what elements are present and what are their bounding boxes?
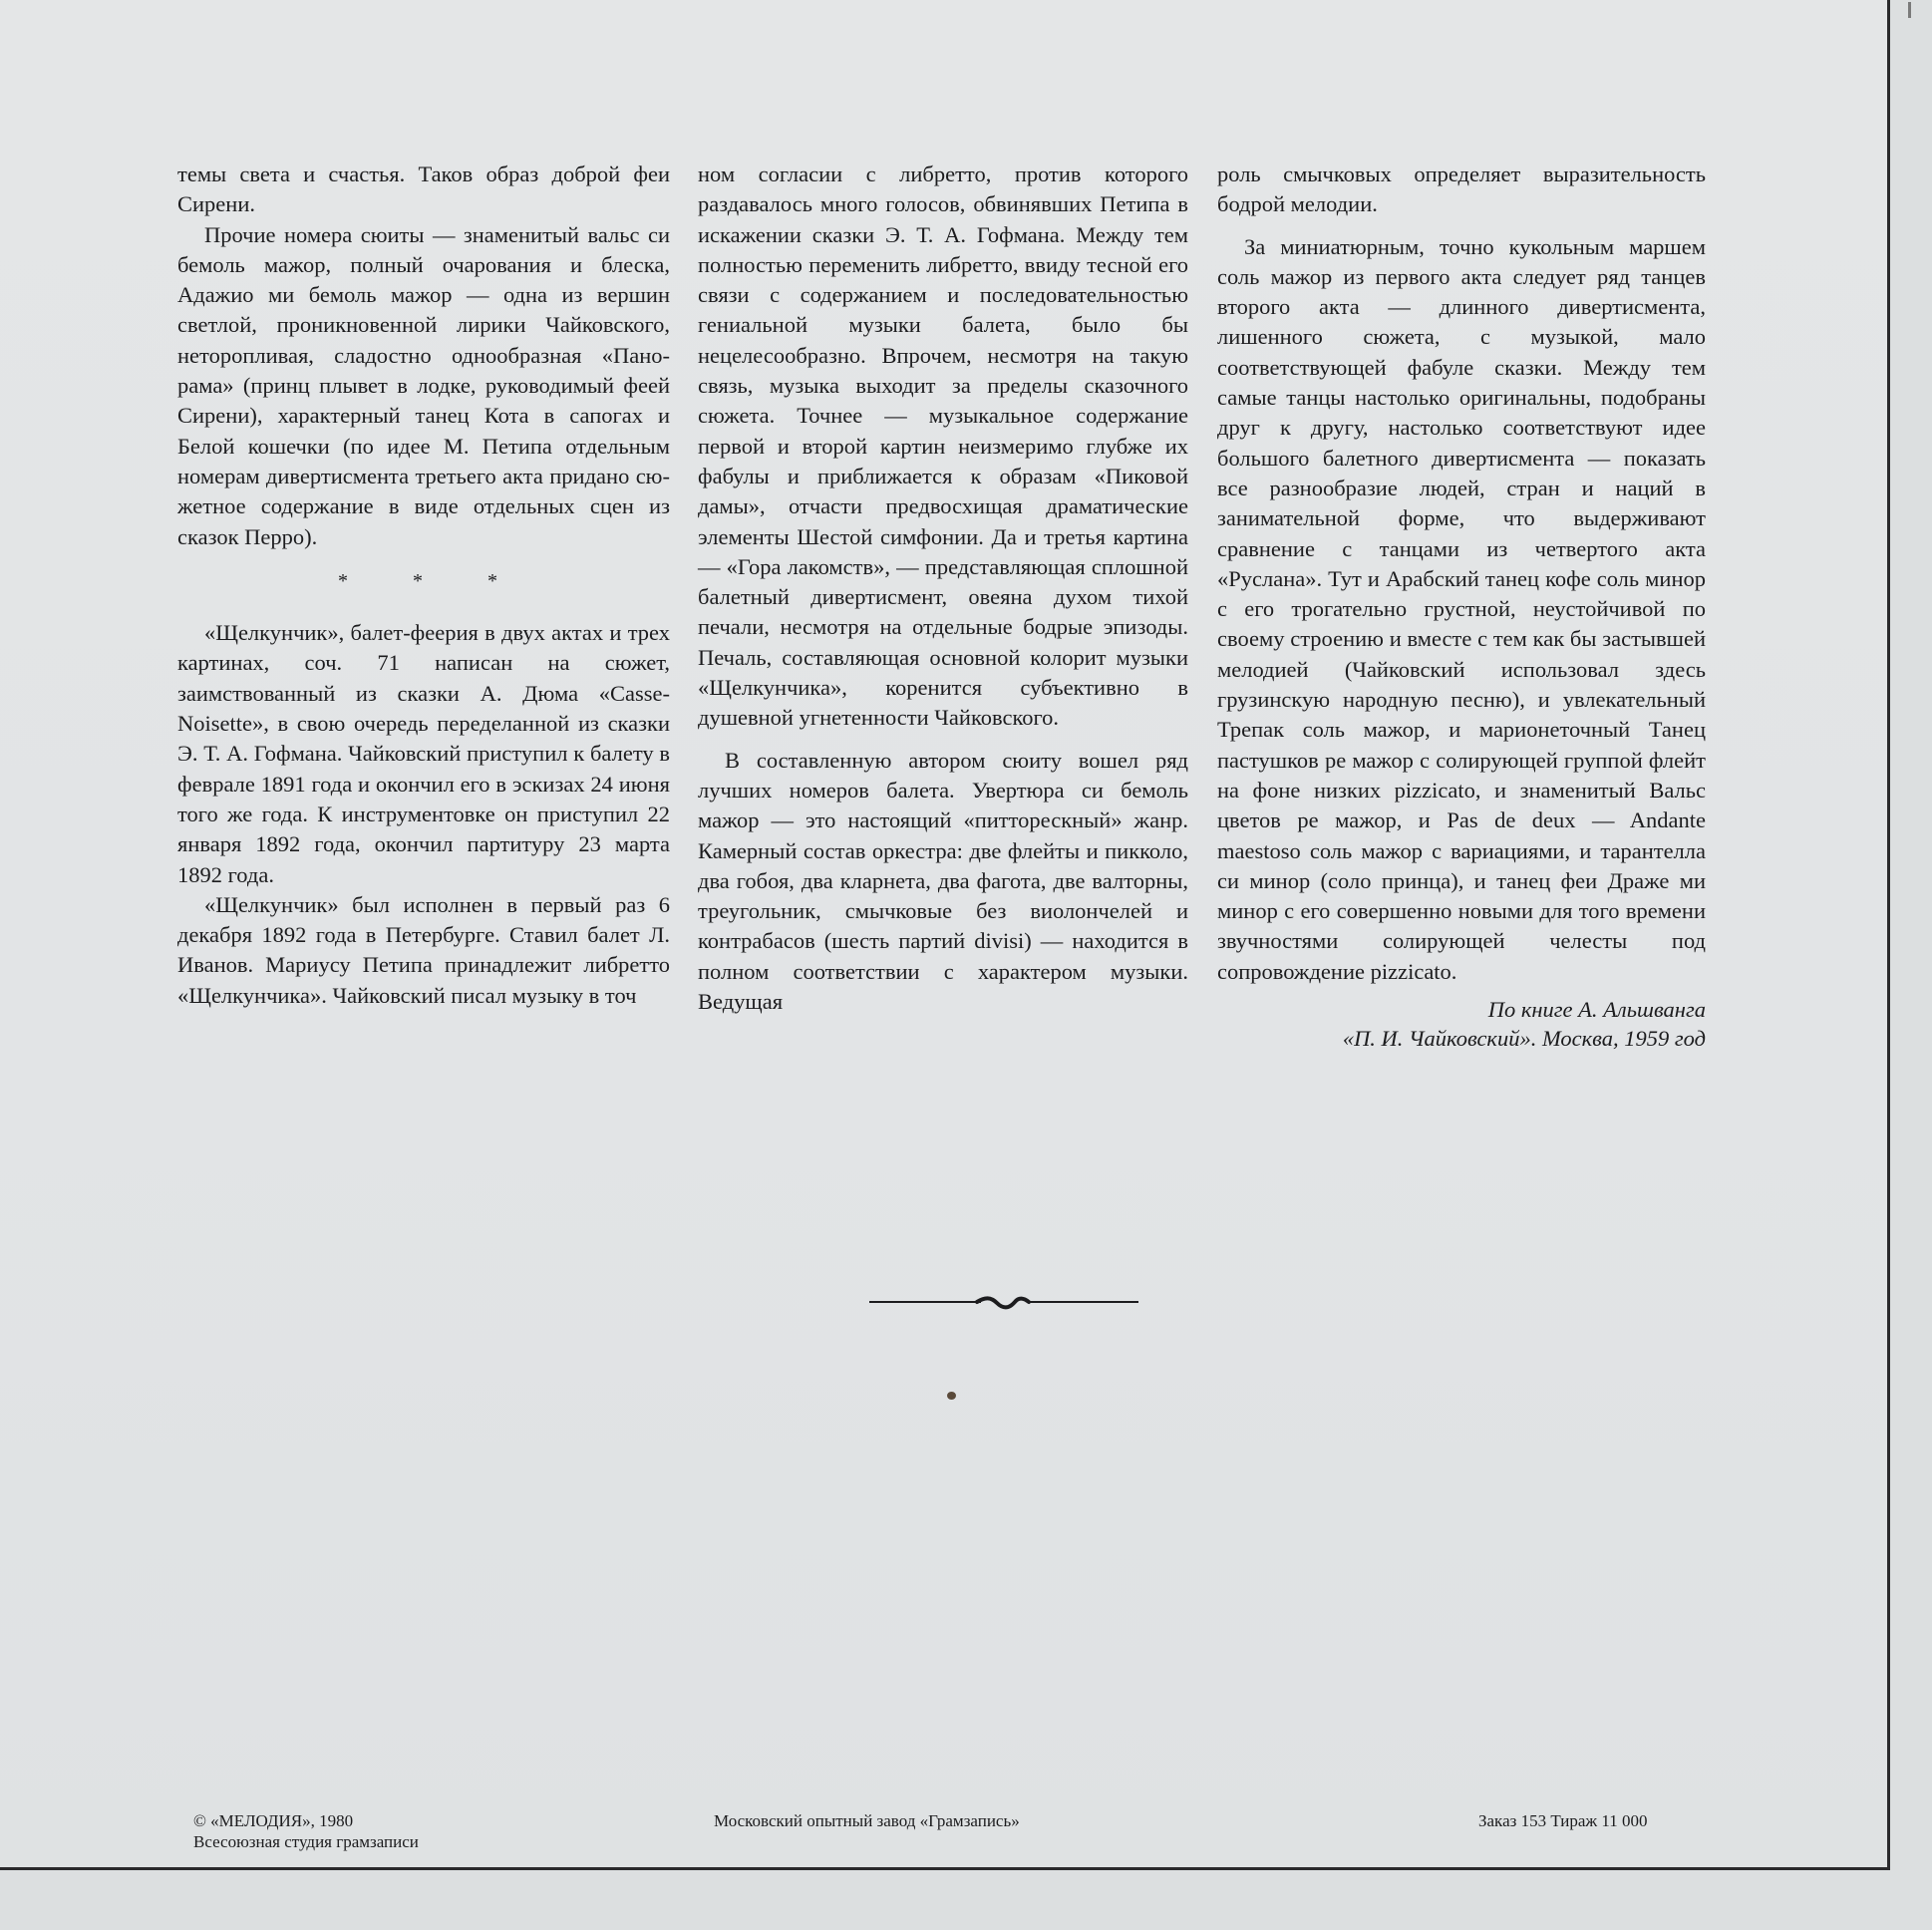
- order-info: Заказ 153 Тираж 11 000: [1478, 1811, 1648, 1830]
- paragraph: темы света и счастья. Таков образ доброй феи Сирени.: [177, 161, 670, 217]
- paper-speck: [947, 1392, 956, 1400]
- edge-mark: [1908, 2, 1911, 18]
- footer-left: [193, 1810, 419, 1852]
- text-column-2: [698, 160, 1188, 1017]
- citation-line-2: «П. И. Чайковский». Москва, 1959 год: [1342, 1026, 1706, 1052]
- citation-line-1: По книге А. Альшванга: [1487, 997, 1706, 1023]
- paragraph: «Щелкунчик», балет-феерия в двух актах и трех картинах, соч. 71 написан на сюжет, заимствованный из сказки А. Дюма «Casse-Noisette», в свою очередь переделанной из сказки Э. Т. А. Гофмана. Чайковский приступил к балету в феврале 1891 года и окончил его в эскизах 24 июня того же года. К инструментовке он приступил 22 января 1892 года, окончил партитуру 23 марта 1892 года.: [177, 620, 670, 887]
- source-citation: [1217, 995, 1706, 1053]
- paragraph: ном согласии с либретто, против которого раздавалось много голосов, обвинявших Петипа в искажении сказки Э. Т. А. Гофмана. Между тем полностью переменить либретто, ввиду тесной его связи с содержанием и последовательностью гениальной музыки балета, было бы нецелесообразно. Впрочем, несмотря на такую связь, музыка выходит за пределы сказочного сюжета. Точнее — музыкальное содержание первой и второй картин неизмеримо глубже их фабулы и приближается к образам «Пиковой дамы», отчасти предвосхищая драматические элементы Шестой симфонии. Да и третья картина — «Гора лакомств», — представляющая сплошной балетный дивертисмент, овеяна духом тихой печали, несмотря на отдельные бодрые эпизоды. Печаль, составляющая основной колорит музыки «Щелкунчика», коренится субъективно в душевной угнетенности Чайковского.: [698, 161, 1188, 731]
- paragraph: За миниатюрным, точно кукольным маршем соль мажор из первого акта следует ряд танцев второго акта — длинного дивертисмента, лишенного сюжета, с музыкой, мало соответствующей фабуле сказки. Между тем самые танцы настолько оригинальны, подобраны друг к другу, настолько соответствуют идее большого балетного дивертисмента — показать все разнообразие людей, стран и наций в занимательной форме, что выдерживают сравнение с танцами из четвертого акта «Руслана». Тут и Арабский танец кофе соль минор с его трогательно грустной, неустойчивой по своему строению и вместе с тем как бы застывшей мелодией (Чайковский использовал здесь грузинскую народную песню), и увлекательный Трепак соль мажор, и марионеточный Танец пастушков ре мажор с солирующей группой флейт на фоне низких pizzicato, и знаменитый Вальс цветов ре мажор, и Pas de deux — Andante maestoso соль мажор с вариациями, и тарантелла си минор (соло принца), и танец феи Драже ми минор с его совершенно новыми для того времени звучностями солирующей челесты под сопровождение pizzicato.: [1217, 233, 1706, 984]
- paragraph: «Щелкунчик» был исполнен в первый раз 6 декабря 1892 года в Петербурге. Ставил балет Л. Иванов. Мариусу Петипа принадлежит либретто «Щелкунчика». Чайковский писал музыку в точ: [177, 891, 670, 1008]
- paragraph: Прочие номера сюиты — знаменитый вальс си бемоль мажор, полный очарования и блеска, Адажио ми бемоль мажор — одна из вершин светлой, проникновенной лирики Чайковского, неторопливая, сладостно однообразная «Панорама» (принц плывет в лодке, руководимый феей Сирени), характерный танец Кота в сапогах и Белой кошечки (по идее М. Петипа отдельным номерам дивертисмента третьего акта придано сюжетное содержание в виде отдельных сцен из сказок Перро).: [177, 221, 670, 549]
- text-column-1: [177, 160, 670, 1011]
- section-separator: * * *: [338, 569, 527, 592]
- ornament-divider-icon: [869, 1289, 1138, 1315]
- factory-name: Московский опытный завод «Грамзапись»: [714, 1811, 1020, 1830]
- text-column-3: [1217, 160, 1706, 1053]
- paragraph: В составленную автором сюиту вошел ряд лучших номеров балета. Увертюра си бемоль мажор — это настоящий «питторескный» жанр. Камерный состав оркестра: две флейты и пикколо, два гобоя, два кларнета, два фагота, две валторны, треугольник, смычковые без виолончелей и контрабасов (шесть партий divisi) — находится в полном соответствии с характером музыки. Ведущая: [698, 747, 1188, 1015]
- copyright: © «МЕЛОДИЯ», 1980: [193, 1811, 354, 1830]
- paragraph: роль смычковых определяет выразительность бодрой мелодии.: [1217, 161, 1706, 217]
- studio-name: Всесоюзная студия грамзаписи: [193, 1832, 419, 1851]
